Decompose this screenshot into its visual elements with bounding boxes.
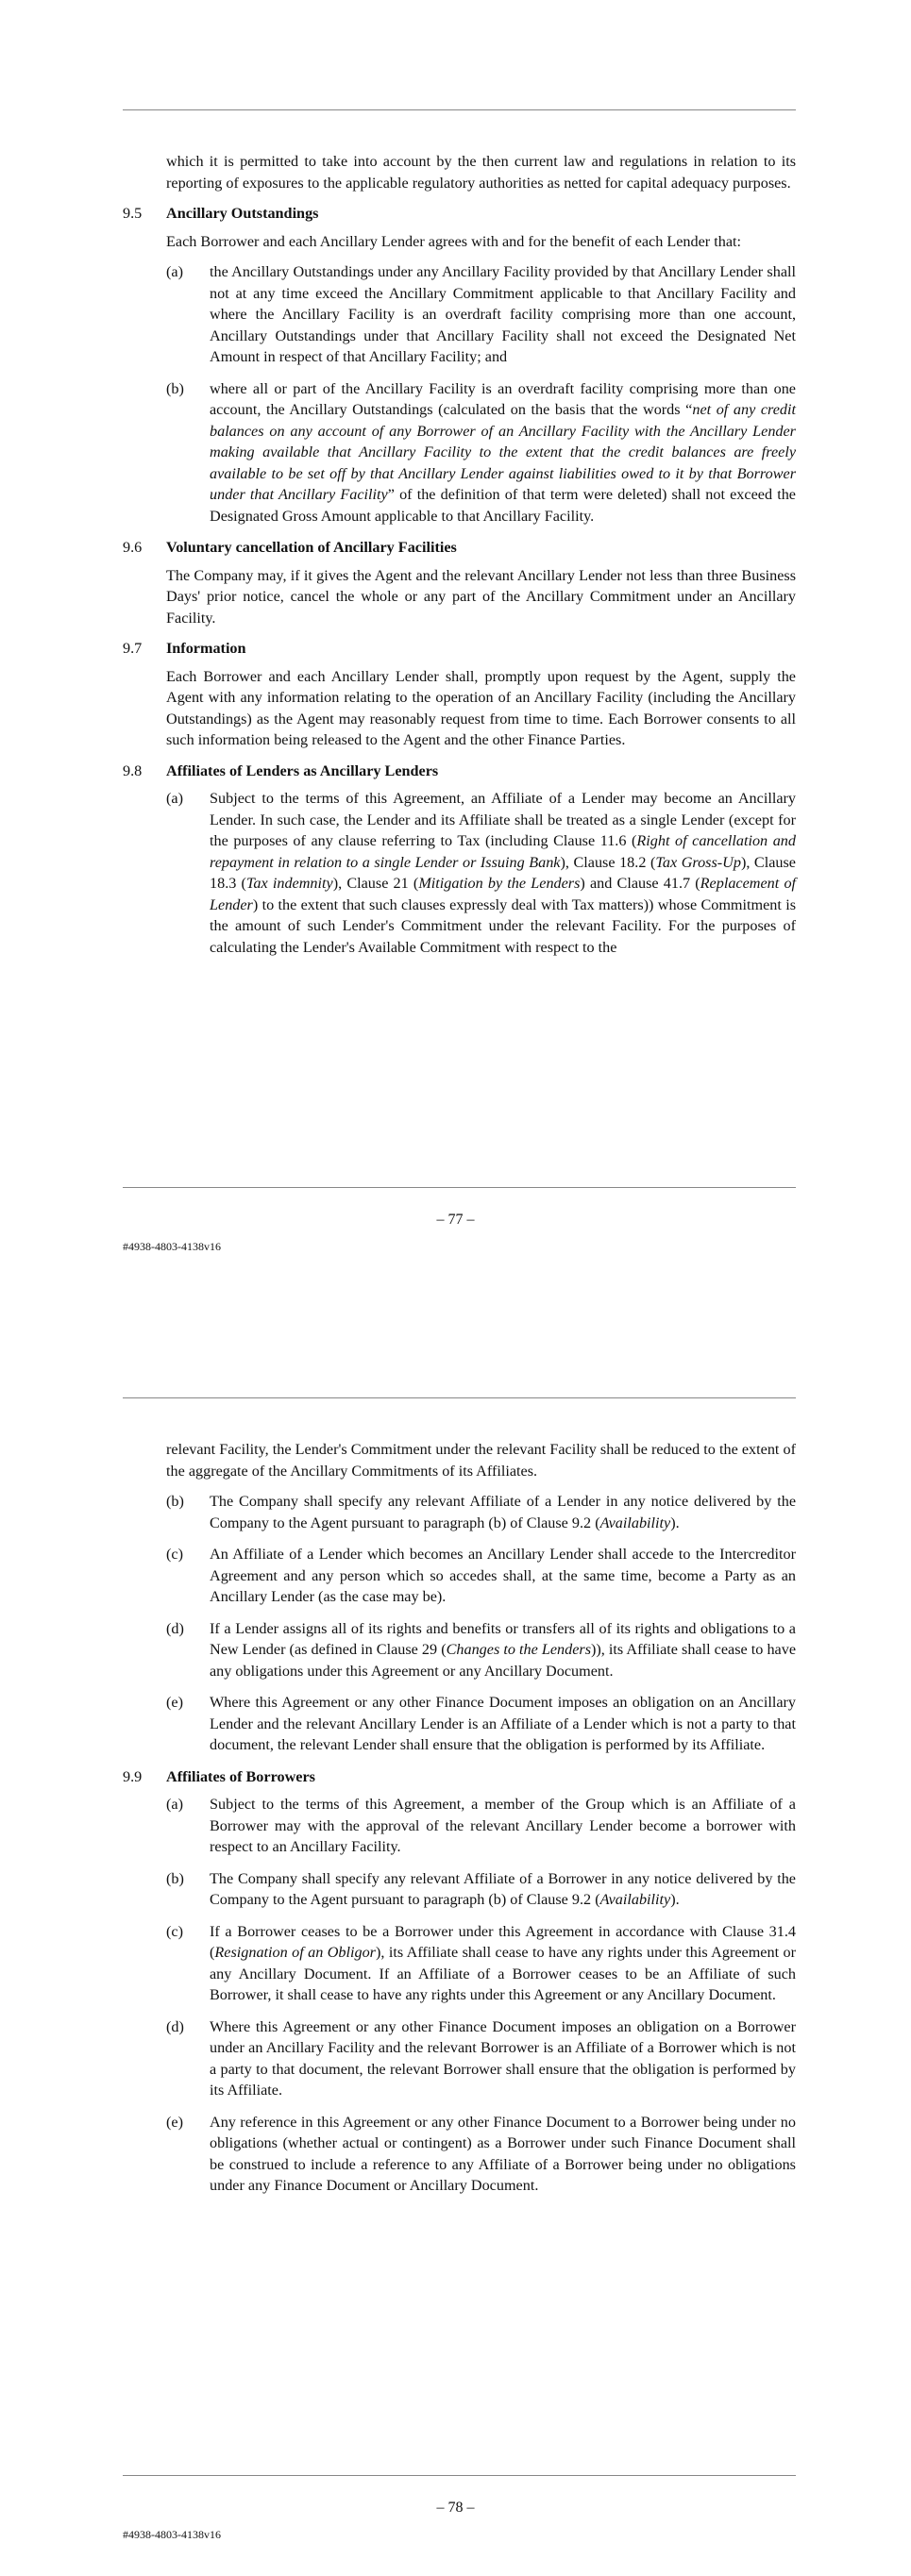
- text-run: If a Borrower ceases to be a Borrower under this Agreement in accordance with Clause 31.4 (: [210, 1922, 796, 1961]
- clause-title: Information: [166, 640, 246, 657]
- text-run: ), its Affiliate shall cease to have any rights under this Agreement or any Ancillary Document. If an Affiliate of a Borrower ceases to be an Affiliate of such Borrower, it shall cease to have any rights under this Agreement or any Ancillary Document.: [210, 1944, 796, 2003]
- text-run: Any reference in this Agreement or any other Finance Document to a Borrower being under no obligations (whether actual or contingent) as a Borrower under such Finance Document shall be construed to include a reference to any Affiliate of a Borrower being under no obligations under any Finance Document or Ancillary Document.: [210, 2113, 796, 2194]
- text-run: ).: [670, 1514, 680, 1531]
- header-rule: [123, 109, 796, 110]
- continued-paragraph: which it is permitted to take into account by the then current law and regulations in relation to its reporting of exposures to the applicable regulatory authorities as netted for capital adequacy purposes.: [166, 153, 796, 192]
- list-item: [166, 1868, 796, 1911]
- item-text: [210, 1491, 796, 1533]
- clause-paragraph: Each Borrower and each Ancillary Lender shall, promptly upon request by the Agent, supply the Agent with any information relating to the operation of an Ancillary Facility (including the Ancillary Outstandings) as the Agent may reasonably request from time to time. Each Borrower consents to all such information being released to the Agent and the other Finance Parties.: [166, 667, 796, 748]
- list-item: [166, 378, 796, 527]
- clause-heading: [123, 1766, 796, 1788]
- page-number: – 77 –: [436, 1212, 475, 1228]
- clause-reference: Right of cancellation and repayment in relation to a single Lender or Issuing Bank: [210, 832, 796, 871]
- text-run: ) and Clause 41.7 (: [580, 875, 700, 892]
- text-run: ).: [670, 1891, 680, 1908]
- clause-heading: [123, 761, 796, 782]
- text-run: Subject to the terms of this Agreement, an Affiliate of a Lender may become an Ancillary Lender. In such case, the Lender and its Affiliate shall be treated as a single Lender (except for the purposes of any clause referring to Tax (including Clause 11.6 (: [210, 790, 796, 849]
- item-text: [210, 788, 796, 958]
- list-item: [166, 261, 796, 368]
- clause-heading: [123, 537, 796, 559]
- clause-reference: Changes to the Lenders: [446, 1641, 592, 1658]
- item-label: (a): [166, 1796, 183, 1813]
- clause-number: 9.7: [123, 640, 143, 657]
- document-id: #4938-4803-4138v16: [123, 2528, 221, 2541]
- item-text: [210, 1868, 796, 1911]
- text-run: where all or part of the Ancillary Facility is an overdraft facility comprising more than one account, the Ancillary Outstandings (calculated on the basis that the words “: [210, 379, 796, 418]
- item-text: [210, 378, 796, 527]
- clause-reference: net of any credit balances on any account of any Borrower of an Ancillary Facility with the Ancillary Lender making available that Ancillary Facility to the extent that the credit balances are freely available to be set off by that Ancillary Lender against liabilities owed to it by that Borrower under that Ancillary Facility: [210, 401, 796, 503]
- clause-title: Affiliates of Lenders as Ancillary Lenders: [166, 761, 439, 779]
- text-run: )), its Affiliate shall cease to have any obligations under this Agreement or any Ancillary Document.: [210, 1641, 797, 1680]
- item-label: (d): [166, 1619, 184, 1637]
- item-label: (d): [166, 2017, 184, 2035]
- item-label: (b): [166, 1493, 184, 1510]
- list-item: [166, 1921, 796, 2006]
- clause-title: Voluntary cancellation of Ancillary Facilities: [166, 539, 457, 556]
- clause-heading: [123, 203, 796, 225]
- item-text: [210, 1618, 796, 1682]
- clause-number: 9.6: [123, 539, 143, 556]
- item-label: (c): [166, 1546, 183, 1563]
- list-item: [166, 2016, 796, 2101]
- clause-number: 9.9: [123, 1767, 143, 1785]
- text-run: Where this Agreement or any other Finance Document imposes an obligation on an Ancillary Lender and the relevant Ancillary Lender is an Affiliate of a Lender which is not a party to that document, the relevant Lender shall ensure that the obligation is performed by its Affiliate.: [210, 1694, 796, 1753]
- text-run: ) to the extent that such clauses expressly deal with Tax matters)) whose Commitment is the amount of such Lender's Commitment under the relevant Facility. For the purposes of calculating the Lender's Available Commitment with respect to the: [210, 895, 796, 956]
- clause-number: 9.5: [123, 205, 143, 222]
- page-78: [0, 1288, 911, 2576]
- list-item: [166, 1491, 796, 1533]
- page-content: [123, 151, 796, 968]
- clause-reference: Tax Gross-Up: [655, 853, 741, 871]
- item-text: [210, 261, 796, 368]
- item-label: (e): [166, 2113, 183, 2131]
- item-text: [210, 1544, 796, 1608]
- footer-rule: [123, 1187, 796, 1188]
- item-label: (a): [166, 263, 183, 280]
- list-item: [166, 2112, 796, 2197]
- text-run: Where this Agreement or any other Finance Document imposes an obligation on a Borrower under an Ancillary Facility and the relevant Borrower is an Affiliate of a Borrower which is not a party to that document, the relevant Borrower shall ensure that the obligation is performed by its Affiliate.: [210, 2017, 796, 2099]
- clause-paragraph: Each Borrower and each Ancillary Lender agrees with and for the benefit of each Lender that:: [166, 232, 741, 250]
- text-run: the Ancillary Outstandings under any Ancillary Facility provided by that Ancillary Lender shall not at any time exceed the Ancillary Commitment applicable to that Ancillary Facility and where the Ancillary Facility is an overdraft facility comprising more than one account, Ancillary Outstandings under that Ancillary Facility shall not exceed the Designated Net Amount in respect of that Ancillary Facility; and: [210, 263, 796, 365]
- list-item: [166, 1794, 796, 1858]
- text-run: The Company shall specify any relevant Affiliate of a Borrower in any notice delivered by the Company to the Agent pursuant to paragraph (b) of Clause 9.2 (: [210, 1869, 796, 1908]
- item-label: (e): [166, 1694, 183, 1711]
- clause-paragraph: The Company may, if it gives the Agent and the relevant Ancillary Lender not less than three Business Days' prior notice, cancel the whole or any part of the Ancillary Commitment under an Ancillary Facility.: [166, 566, 796, 627]
- text-run: Subject to the terms of this Agreement, a member of the Group which is an Affiliate of a Borrower may with the approval of the relevant Ancillary Lender become a borrower with respect to an Ancillary Facility.: [210, 1796, 796, 1855]
- text-run: The Company shall specify any relevant Affiliate of a Lender in any notice delivered by the Company to the Agent pursuant to paragraph (b) of Clause 9.2 (: [210, 1493, 796, 1531]
- item-label: (b): [166, 1869, 184, 1887]
- clause-reference: Replacement of Lender: [210, 875, 797, 913]
- list-item: [166, 1544, 796, 1608]
- text-run: An Affiliate of a Lender which becomes an Ancillary Lender shall accede to the Intercreditor Agreement and any person which so accedes shall, at the same time, become a Party as an Ancillary Lender (as the case may be).: [210, 1546, 796, 1605]
- clause-reference: Availability: [599, 1891, 671, 1908]
- item-text: [210, 1794, 796, 1858]
- item-label: (b): [166, 379, 184, 397]
- clause-reference: Tax indemnity: [245, 875, 333, 892]
- clause-title: Ancillary Outstandings: [166, 205, 319, 222]
- list-item: [166, 788, 796, 958]
- clause-reference: Mitigation by the Lenders: [418, 875, 581, 892]
- clause-heading: [123, 638, 796, 660]
- clause-reference: Resignation of an Obligor: [214, 1944, 376, 1961]
- text-run: ), Clause 21 (: [332, 875, 419, 892]
- document-id: #4938-4803-4138v16: [123, 1240, 221, 1253]
- clause-reference: Availability: [599, 1514, 671, 1531]
- list-item: [166, 1618, 796, 1682]
- clause-title: Affiliates of Borrowers: [166, 1767, 315, 1785]
- page-number: – 78 –: [436, 2500, 475, 2516]
- text-run: If a Lender assigns all of its rights and benefits or transfers all of its rights and obligations to a New Lender (as defined in Clause 29 (: [210, 1619, 796, 1658]
- page-content: [123, 1439, 796, 2207]
- header-rule: [123, 1397, 796, 1398]
- clause-number: 9.8: [123, 761, 143, 779]
- item-text: [210, 2016, 796, 2101]
- item-label: (a): [166, 790, 183, 807]
- text-run: ” of the definition of that term were deleted) shall not exceed the Designated Gross Amount applicable to that Ancillary Facility.: [210, 486, 796, 525]
- item-text: [210, 1692, 796, 1756]
- item-text: [210, 2112, 796, 2197]
- continued-paragraph: relevant Facility, the Lender's Commitment under the relevant Facility shall be reduced to the extent of the aggregate of the Ancillary Commitments of its Affiliates.: [166, 1441, 796, 1480]
- text-run: ), Clause 18.2 (: [560, 853, 656, 871]
- footer-rule: [123, 2475, 796, 2476]
- item-label: (c): [166, 1922, 183, 1940]
- item-text: [210, 1921, 796, 2006]
- list-item: [166, 1692, 796, 1756]
- text-run: ), Clause 18.3 (: [210, 853, 796, 892]
